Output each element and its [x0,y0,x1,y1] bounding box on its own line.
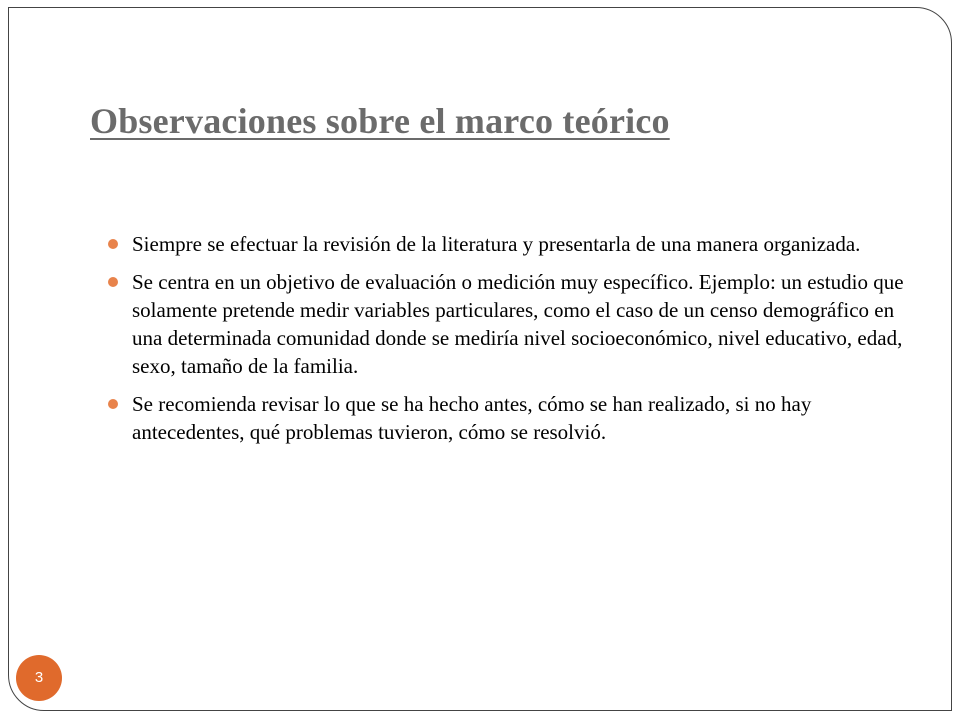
bullet-text: Siempre se efectuar la revisión de la literatura y presentarla de una manera organizada. [132,232,861,256]
bullet-item [108,268,908,380]
slide-title: Observaciones sobre el marco teórico [90,101,670,141]
bullet-item [108,390,908,446]
bullet-dot-icon [108,399,118,409]
bullet-text: Se recomienda revisar lo que se ha hecho antes, cómo se han realizado, si no hay antecedentes, qué problemas tuvieron, cómo se resolvió. [132,392,812,444]
bullet-dot-icon [108,239,118,249]
bullet-text: Se centra en un objetivo de evaluación o medición muy específico. Ejemplo: un estudio que solamente pretende medir variables particulares, como el caso de un censo demográfico en una determinada comunidad donde se mediría nivel socioeconómico, nivel educativo, edad, sexo, tamaño de la familia. [132,270,904,378]
bullet-item [108,230,908,258]
slide-number-badge: 3 [16,655,62,701]
bullet-dot-icon [108,277,118,287]
bullet-list [108,230,908,456]
